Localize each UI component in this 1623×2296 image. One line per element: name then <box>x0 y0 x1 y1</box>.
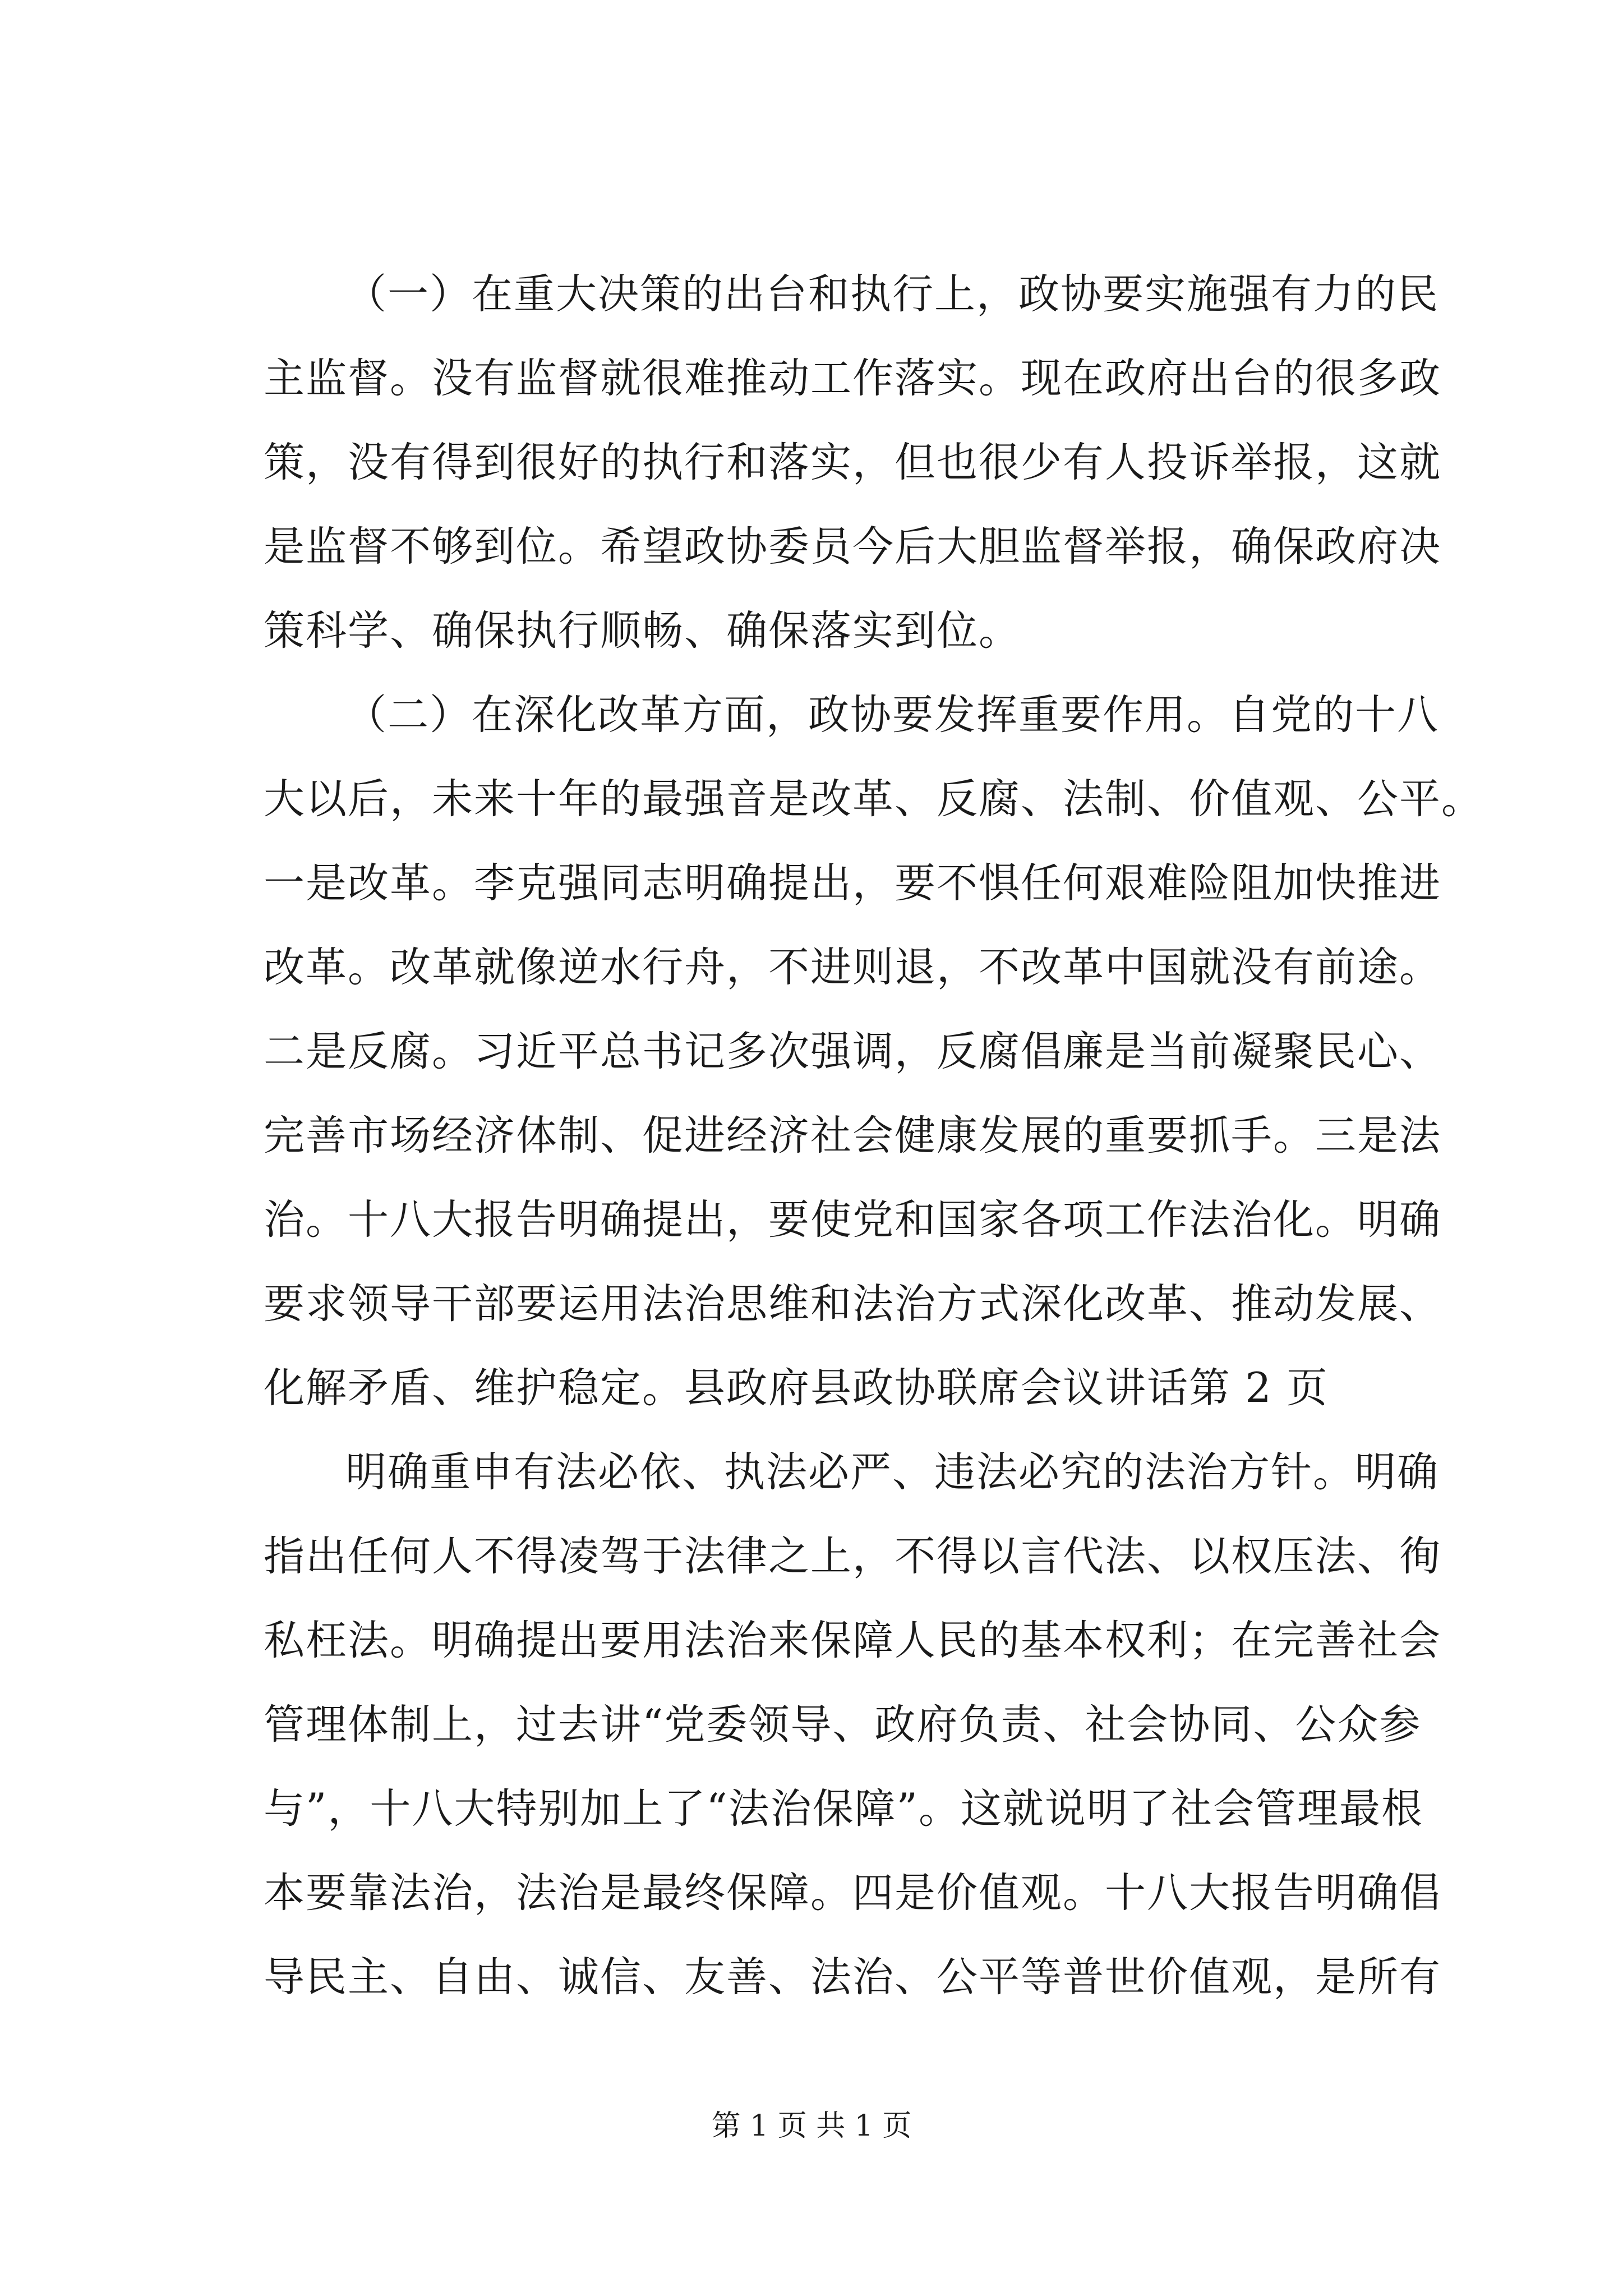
paragraph-line: 治。十八大报告明确提出，要使党和国家各项工作法治化。明确 <box>264 1196 1441 1244</box>
paragraph-line: 本要靠法治，法治是最终保障。四是价值观。十八大报告明确倡 <box>264 1869 1441 1917</box>
paragraph-line: （一）在重大决策的出台和执行上，政协要实施强有力的民 <box>345 270 1439 318</box>
paragraph-line: 指出任何人不得凌驾于法律之上，不得以言代法、以权压法、徇 <box>264 1533 1441 1580</box>
paragraph-line: 明确重申有法必依、执法必严、违法必究的法治方针。明确 <box>345 1448 1439 1496</box>
paragraph-line: 导民主、自由、诚信、友善、法治、公平等普世价值观，是所有 <box>264 1953 1441 2001</box>
paragraph-line: 策科学、确保执行顺畅、确保落实到位。 <box>264 607 1021 655</box>
paragraph-line: 大以后，未来十年的最强音是改革、反腐、法制、价值观、公平。 <box>264 775 1483 823</box>
paragraph-line: 要求领导干部要运用法治思维和法治方式深化改革、推动发展、 <box>264 1280 1441 1328</box>
paragraph-line: 是监督不够到位。希望政协委员今后大胆监督举报，确保政府决 <box>264 523 1441 570</box>
paragraph-line: 策，没有得到很好的执行和落实，但也很少有人投诉举报，这就 <box>264 439 1441 486</box>
paragraph-line: 主监督。没有监督就很难推动工作落实。现在政府出台的很多政 <box>264 355 1441 402</box>
paragraph-line: 与”，十八大特别加上了“法治保障”。这就说明了社会管理最根 <box>264 1785 1423 1833</box>
paragraph-line: 私枉法。明确提出要用法治来保障人民的基本权利；在完善社会 <box>264 1617 1441 1664</box>
paragraph-line: 化解矛盾、维护稳定。县政府县政协联席会议讲话第 2 页 <box>264 1364 1329 1412</box>
paragraph-line: 二是反腐。习近平总书记多次强调，反腐倡廉是当前凝聚民心、 <box>264 1028 1441 1075</box>
paragraph-line: 一是改革。李克强同志明确提出，要不惧任何艰难险阻加快推进 <box>264 859 1441 907</box>
paragraph-line: （二）在深化改革方面，政协要发挥重要作用。自党的十八 <box>345 691 1439 739</box>
paragraph-line: 完善市场经济体制、促进经济社会健康发展的重要抓手。三是法 <box>264 1112 1441 1159</box>
paragraph-line: 管理体制上，过去讲“党委领导、政府负责、社会协同、公众参 <box>264 1701 1422 1749</box>
page-footer: 第 1 页 共 1 页 <box>711 2109 912 2143</box>
paragraph-line: 改革。改革就像逆水行舟，不进则退，不改革中国就没有前途。 <box>264 944 1441 991</box>
